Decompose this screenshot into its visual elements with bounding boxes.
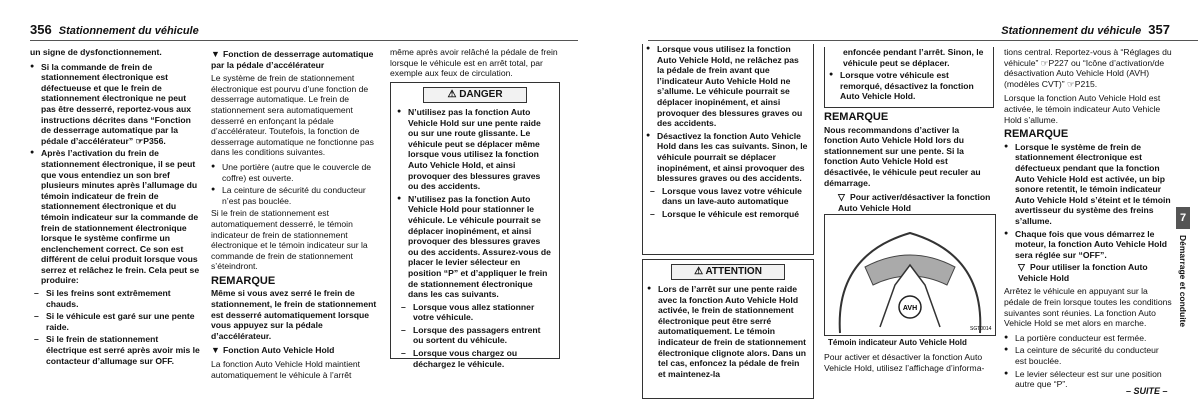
section-title: ▽ Pour utiliser la fonction Auto Vehicle Hold	[1018, 262, 1148, 283]
right-header-rule	[648, 40, 1198, 41]
right-page-number: 357	[1148, 22, 1170, 37]
list-item: ● Après l’activation du frein de stationnement électronique, il se peut que vous entendiez un son bref plusieurs minutes après l’allumage du témoin indicateur de frein de stationnement électronique et du témoin indicateur sur la commande de frein de stationnement électronique lorsque le système confirme un enclenchement correct. Ce son est différent de celui produit lorsque vous serrez et relâchez le frein. Cela peut se produire:	[30, 148, 200, 286]
attention-continued	[824, 47, 994, 108]
list-item: ● Une portière (autre que le couvercle de coffre) est ouverte.	[211, 162, 377, 183]
list-item: ● Le levier sélecteur est sur une position autre que “P”.	[1004, 369, 1172, 390]
remark-heading: REMARQUE	[824, 110, 889, 123]
list-item: ● Lorsque le système de frein de stationnement électronique est défectueux pendant que la fonction Auto Vehicle Hold est activée, un bip sonore retentit, le témoin indicateur Auto Vehicle Hold s’éteint et le témoin avertisseur du système des freins s’allume.	[1004, 142, 1172, 227]
chapter-side-label: Démarrage et conduite	[1178, 235, 1188, 328]
left-header	[30, 22, 199, 40]
danger-continued-border	[642, 44, 814, 255]
remark-heading: REMARQUE	[1004, 128, 1069, 141]
triangle-outline-icon: ▽	[1018, 262, 1025, 273]
paragraph: Si le frein de stationnement est automatiquement desserré, le témoin indicateur de frein de stationnement électronique et le témoin indicateur sur la commande de frein de stationnement s’éteindront.	[211, 208, 368, 272]
list-item: ● La portière conducteur est fermée.	[1004, 333, 1172, 344]
paragraph: Pour activer et désactiver la fonction Auto Vehicle Hold, utilisez l’affichage d’informa-	[824, 352, 985, 373]
left-column-1	[30, 47, 200, 368]
paragraph: Même si vous avez serré le frein de stationnement, le frein de stationnement est desserré automatiquement lorsque vous appuyez sur la pédale d’accélérateur.	[211, 288, 377, 341]
list-item: – Lorsque le véhicule est remorqué	[646, 209, 808, 220]
list-item: ● La ceinture de sécurité du conducteur est bouclée.	[1004, 345, 1172, 366]
paragraph: Nous recommandons d’activer la fonction Auto Vehicle Hold lors du stationnement sur une pente. Si la fonction Auto Vehicle Hold est désactivée, le véhicule peut reculer au démarrage.	[824, 124, 981, 188]
paragraph: Lorsque la fonction Auto Vehicle Hold est activée, le témoin indicateur Auto Vehicle Hold s’allume.	[1004, 93, 1161, 125]
triangle-outline-icon: ▽	[838, 192, 845, 203]
dashboard-illustration	[825, 215, 995, 335]
list-item: – Lorsque vous allez stationner votre véhicule.	[397, 302, 553, 323]
paragraph: même après avoir relâché la pédale de frein lorsque le véhicule est en arrêt total, par exemple aux feux de circulation.	[390, 47, 558, 79]
paragraph: enfoncée pendant l’arrêt. Sinon, le véhicule peut se déplacer.	[843, 47, 984, 68]
list-item: – Lorsque des passagers entrent ou sortent du véhicule.	[397, 325, 553, 346]
figure-caption: Témoin indicateur Auto Vehicle Hold	[828, 338, 967, 347]
triangle-icon: ▼	[211, 49, 220, 59]
right-column-3	[1004, 47, 1172, 392]
list-item: ● Lorsque votre véhicule est remorqué, désactivez la fonction Auto Vehicle Hold.	[829, 70, 989, 102]
paragraph: La fonction Auto Vehicle Hold maintient automatiquement le véhicule à l’arrêt	[211, 359, 361, 380]
list-item: ● N’utilisez pas la fonction Auto Vehicle Hold pour stationner le véhicule. Le véhicule pourrait se déplacer inopinément, et ainsi provoquer des blessures graves ou des accidents. Assurez-vous de placer le levier sélecteur en position “P” et d’appliquer le frein de stationnement électronique dans les cas suivants.	[397, 194, 553, 300]
continued-footer: – SUITE –	[1126, 386, 1168, 396]
paragraph: tions central. Reportez-vous à “Réglages du véhicule” ☞P227 ou “Icône d’activation/de désactivation Auto Vehicle Hold (AVH) (modèles CVT)” ☞P215.	[1004, 47, 1172, 89]
list-item: – Si le véhicule est garé sur une pente raide.	[30, 311, 200, 332]
triangle-icon: ▼	[211, 345, 220, 356]
section-title: ▽ Pour activer/désactiver la fonction Auto Vehicle Hold	[838, 192, 991, 213]
list-item: – Lorsque vous lavez votre véhicule dans un lave-auto automatique	[646, 186, 808, 207]
warning-icon: ⚠	[447, 89, 460, 100]
left-header-rule	[30, 40, 578, 41]
left-column-3	[390, 47, 558, 83]
list-item: ● La ceinture de sécurité du conducteur n’est pas bouclée.	[211, 185, 377, 206]
avh-icon: AVH	[902, 305, 918, 312]
right-header-title: Stationnement du véhicule	[1001, 25, 1142, 37]
attention-header: ⚠ ATTENTION	[671, 264, 785, 280]
list-item: ● Lorsque vous utilisez la fonction Auto Vehicle Hold, ne relâchez pas la pédale de frein avant que l’indicateur Auto Vehicle Hold ne s’allume. Le véhicule pourrait se déplacer inopinément, et ainsi provoquer des blessures graves ou des accidents.	[646, 44, 808, 129]
left-page-number: 356	[30, 22, 52, 37]
chapter-tab: 7	[1176, 207, 1190, 229]
list-item: ● Désactivez la fonction Auto Vehicle Hold dans les cas suivants. Sinon, le véhicule pourrait se déplacer inopinément, et ainsi provoquer des blessures graves ou des accidents.	[646, 131, 808, 184]
paragraph: Le système de frein de stationnement électronique est pourvu d’une fonction de desserrage automatique. Le frein de stationnement sera automatiquement desserré en enfonçant la pédale d’accélérateur. Toutefois, la fonction de desserrage automatique ne fonctionne pas dans les conditions suivantes.	[211, 73, 374, 158]
warning-icon: ⚠	[694, 266, 706, 277]
list-item: – Lorsque vous chargez ou déchargez le véhicule.	[397, 348, 553, 369]
figure-code: SGT0014	[970, 326, 992, 332]
text-intro: un signe de dysfonctionnement.	[30, 47, 162, 57]
right-header	[1001, 22, 1170, 40]
list-item: ● Si la commande de frein de stationnement électronique est défectueuse et que le frein de stationnement électronique ne peut pas être desserré, reportez-vous aux instructions décrites dans “Fonction de desserrage automatique par la pédale d’accélérateur” ☞P356.	[30, 62, 200, 147]
attention-box	[642, 259, 814, 399]
danger-box	[390, 82, 560, 369]
avh-figure	[824, 214, 996, 336]
right-column-2	[824, 47, 994, 216]
list-item: ● N’utilisez pas la fonction Auto Vehicle Hold sur une pente raide ou sur une route glissante. Le véhicule peut se déplacer même lorsque vous utilisez la fonction Auto Vehicle Hold, et ainsi provoquer des blessures graves ou des accidents.	[397, 107, 553, 192]
list-item: – Si le frein de stationnement électrique est serré après avoir mis le contacteur d’allumage sur OFF.	[30, 334, 200, 366]
left-header-title: Stationnement du véhicule	[58, 25, 199, 37]
danger-header: ⚠ DANGER	[423, 87, 527, 103]
left-column-2	[211, 47, 377, 384]
section-title: ▼ Fonction de desserrage automatique par la pédale d’accélérateur	[211, 49, 374, 70]
paragraph: Arrêtez le véhicule en appuyant sur la pédale de frein lorsque toutes les conditions suivantes sont réunies. La fonction Auto Vehicle Hold se met alors en marche.	[1004, 286, 1172, 329]
right-column-2-bottom	[824, 352, 996, 377]
section-title: ▼ Fonction Auto Vehicle Hold	[211, 345, 335, 356]
list-item: ● Lors de l’arrêt sur une pente raide avec la fonction Auto Vehicle Hold activée, le frein de stationnement électronique peut être serré automatiquement. Le témoin indicateur de frein de stationnement électronique clignote alors. Dans un tel cas, enfoncez la pédale de frein et maintenez-la	[647, 284, 809, 379]
list-item: – Si les freins sont extrêmement chauds.	[30, 288, 200, 309]
remark-heading: REMARQUE	[211, 274, 276, 287]
list-item: ● Chaque fois que vous démarrez le moteur, la fonction Auto Vehicle Hold sera réglée sur “OFF”.	[1004, 229, 1172, 261]
